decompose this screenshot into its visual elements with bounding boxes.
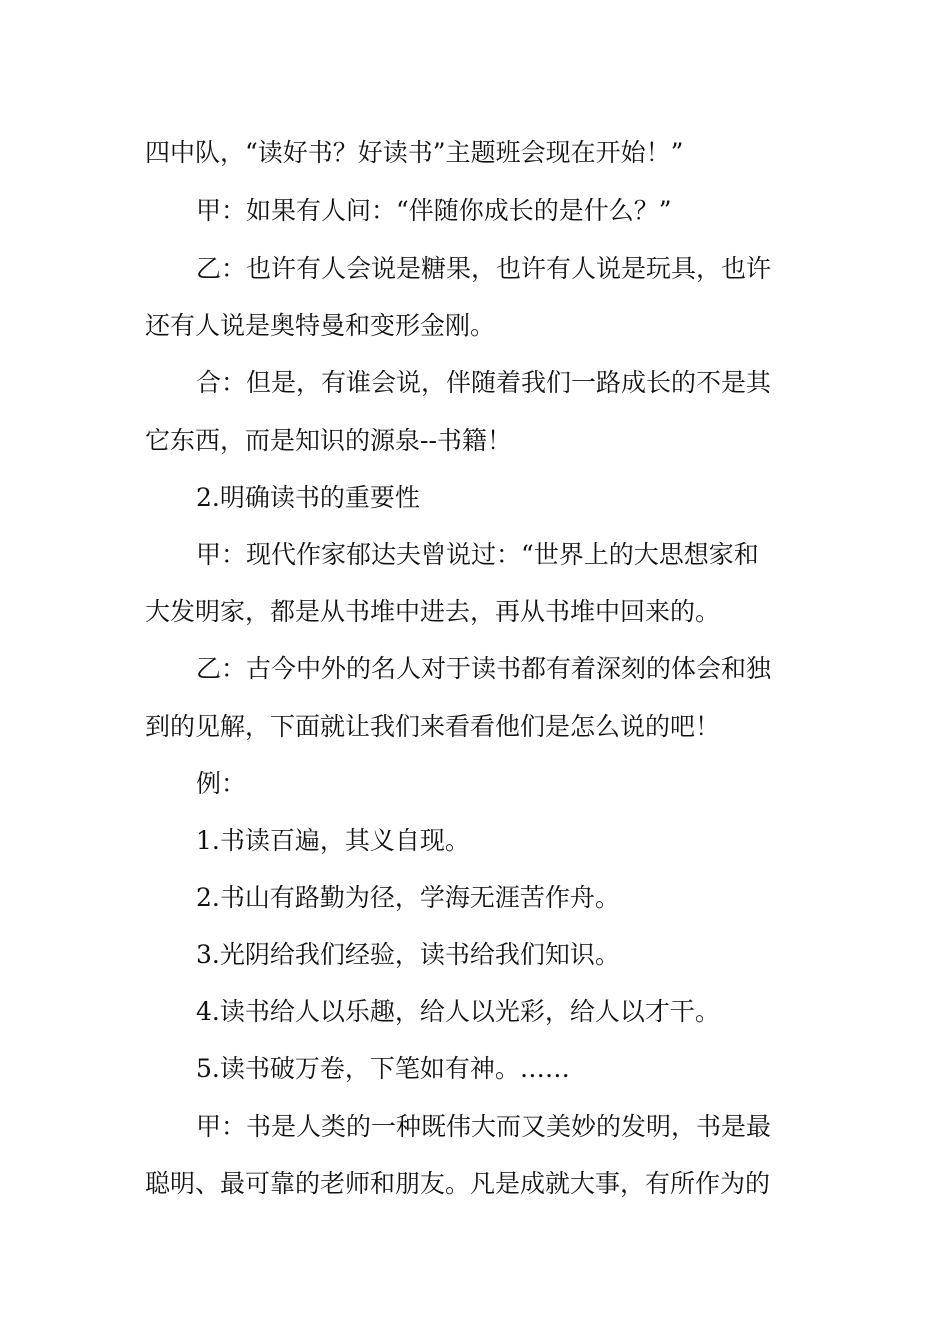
text-line: 大发明家，都是从书堆中进去，再从书堆中回来的。 — [145, 597, 721, 626]
list-item: 1.书读百遍，其义自现。 — [196, 826, 470, 855]
section-heading: 2.明确读书的重要性 — [196, 483, 420, 512]
text-line: 聪明、最可靠的老师和朋友。凡是成就大事，有所作为的 — [145, 1169, 771, 1198]
list-item: 2.书山有路勤为径，学海无涯苦作舟。 — [196, 883, 620, 912]
text-line: 乙：也许有人会说是糖果，也许有人说是玩具，也许 — [196, 254, 772, 283]
text-line: 到的见解，下面就让我们来看看他们是怎么说的吧！ — [145, 712, 721, 741]
text-line: 例： — [196, 769, 247, 798]
text-line: 甲：如果有人问：“伴随你成长的是什么？” — [196, 196, 672, 225]
list-item: 4.读书给人以乐趣，给人以光彩，给人以才干。 — [196, 997, 720, 1026]
list-item: 3.光阴给我们经验，读书给我们知识。 — [196, 940, 620, 969]
list-item: 5.读书破万卷，下笔如有神。…… — [196, 1054, 570, 1083]
text-line: 乙：古今中外的名人对于读书都有着深刻的体会和独 — [196, 654, 772, 683]
text-line: 合：但是，有谁会说，伴随着我们一路成长的不是其 — [196, 368, 772, 397]
text-line: 它东西，而是知识的源泉--书籍！ — [145, 426, 512, 455]
text-line: 甲：书是人类的一种既伟大而又美妙的发明，书是最 — [196, 1112, 772, 1141]
text-line: 还有人说是奥特曼和变形金刚。 — [145, 311, 496, 340]
text-line: 甲：现代作家郁达夫曾说过：“世界上的大思想家和 — [196, 540, 759, 569]
text-line: 四中队，“读好书？好读书”主题班会现在开始！” — [145, 138, 684, 167]
